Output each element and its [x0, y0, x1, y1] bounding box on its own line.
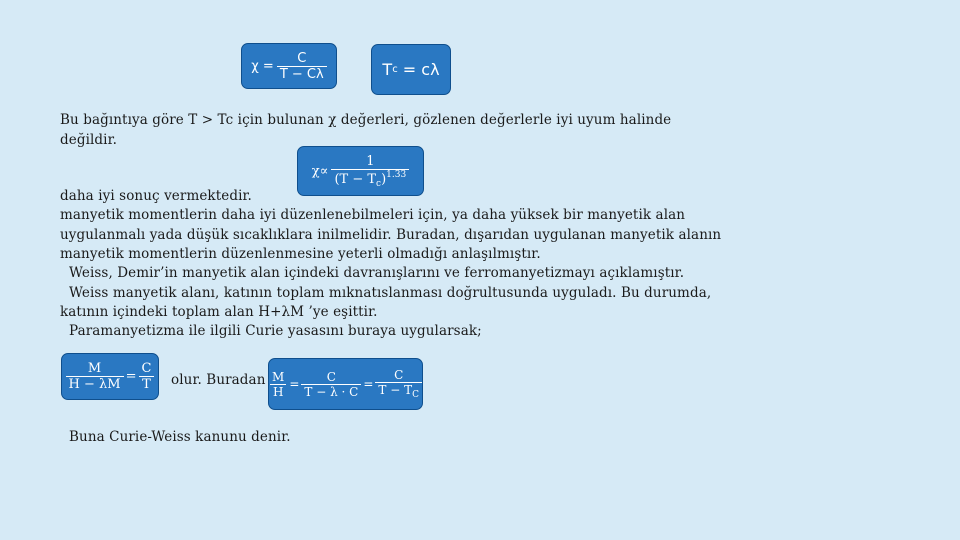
text-line-7: Weiss, Demir’in manyetik alan içindeki davranışlarını ve ferromanyetizmayı açıklamıştır.	[69, 265, 685, 281]
cw-equals-1: =	[289, 377, 300, 391]
mh-fraction-left	[66, 361, 124, 392]
cw-den3	[375, 382, 422, 400]
cw-num1: M	[272, 369, 285, 384]
cw-equals-2: =	[363, 377, 374, 391]
text-line-5: uygulanmalı yada düşük sıcaklıklara inilmelidir. Buradan, dışarıdan uygulanan manyetik alanın	[60, 227, 722, 243]
chi-prop-lhs: χ∝	[311, 163, 329, 179]
text-line-8: Weiss manyetik alanı, katının toplam mıknatıslanması doğrultusunda uyguladı. Bu durumda,	[69, 285, 712, 301]
mh-equals: =	[125, 369, 137, 384]
cw-num2: C	[326, 369, 336, 384]
cw-den1: H	[270, 384, 286, 399]
mh-fraction-right	[139, 361, 155, 392]
curie-weiss-formula-box	[268, 358, 423, 410]
mh-den2: T	[139, 376, 154, 392]
final-text: Buna Curie-Weiss kanunu denir.	[69, 429, 291, 445]
tc-formula-box	[371, 44, 451, 95]
text-line-4: manyetik momentlerin daha iyi düzenlenebilmeleri için, ya daha yüksek bir manyetik alan	[60, 207, 686, 223]
mh-num2: C	[141, 361, 152, 376]
tc-lhs: T	[382, 60, 393, 79]
olur-text: olur. Buradan	[171, 372, 266, 388]
cw-fraction-1	[269, 370, 287, 399]
cw-num3: C	[394, 368, 404, 382]
chi-prop-denominator	[331, 169, 409, 189]
text-line-2: değildir.	[60, 132, 118, 148]
text-line-1: Bu bağıntıya göre T > Tc için bulunan χ değerleri, gözlenen değerlerle iyi uyum halinde	[60, 112, 672, 128]
tc-subscript: c	[392, 64, 398, 75]
cw-den3-main: T − T	[378, 383, 413, 397]
chi-lhs: χ =	[251, 58, 274, 74]
magnetization-formula-box	[61, 353, 159, 400]
text-line-3: daha iyi sonuç vermektedir.	[60, 188, 252, 204]
chi-prop-den-sub: c	[376, 178, 382, 189]
cw-den3-sub: C	[412, 390, 419, 400]
cw-fraction-3	[375, 368, 422, 400]
chi-prop-fraction	[331, 154, 409, 189]
cw-den2: T − λ · C	[301, 384, 361, 399]
mh-den1: H − λM	[66, 376, 124, 392]
chi-prop-den-close: )	[381, 171, 387, 187]
chi-proportional-box	[297, 146, 424, 196]
chi-numerator: C	[297, 50, 307, 66]
text-line-6: manyetik momentlerin düzenlenmesine yeterli olmadığı anlaşılmıştır.	[60, 246, 541, 262]
chi-denominator: T − Cλ	[277, 66, 327, 82]
chi-prop-den-open: (T − T	[334, 171, 377, 187]
chi-formula-box	[241, 43, 337, 89]
chi-prop-exponent: 1.33	[386, 169, 407, 180]
text-line-10: Paramanyetizma ile ilgili Curie yasasını buraya uygularsak;	[69, 323, 482, 339]
tc-rhs: = cλ	[402, 60, 440, 79]
chi-fraction	[277, 51, 327, 82]
chi-prop-numerator: 1	[366, 153, 375, 169]
text-line-9: katının içindeki toplam alan H+λM ’ye eşittir.	[60, 304, 378, 320]
mh-num1: M	[87, 361, 102, 376]
cw-fraction-2	[301, 370, 361, 399]
